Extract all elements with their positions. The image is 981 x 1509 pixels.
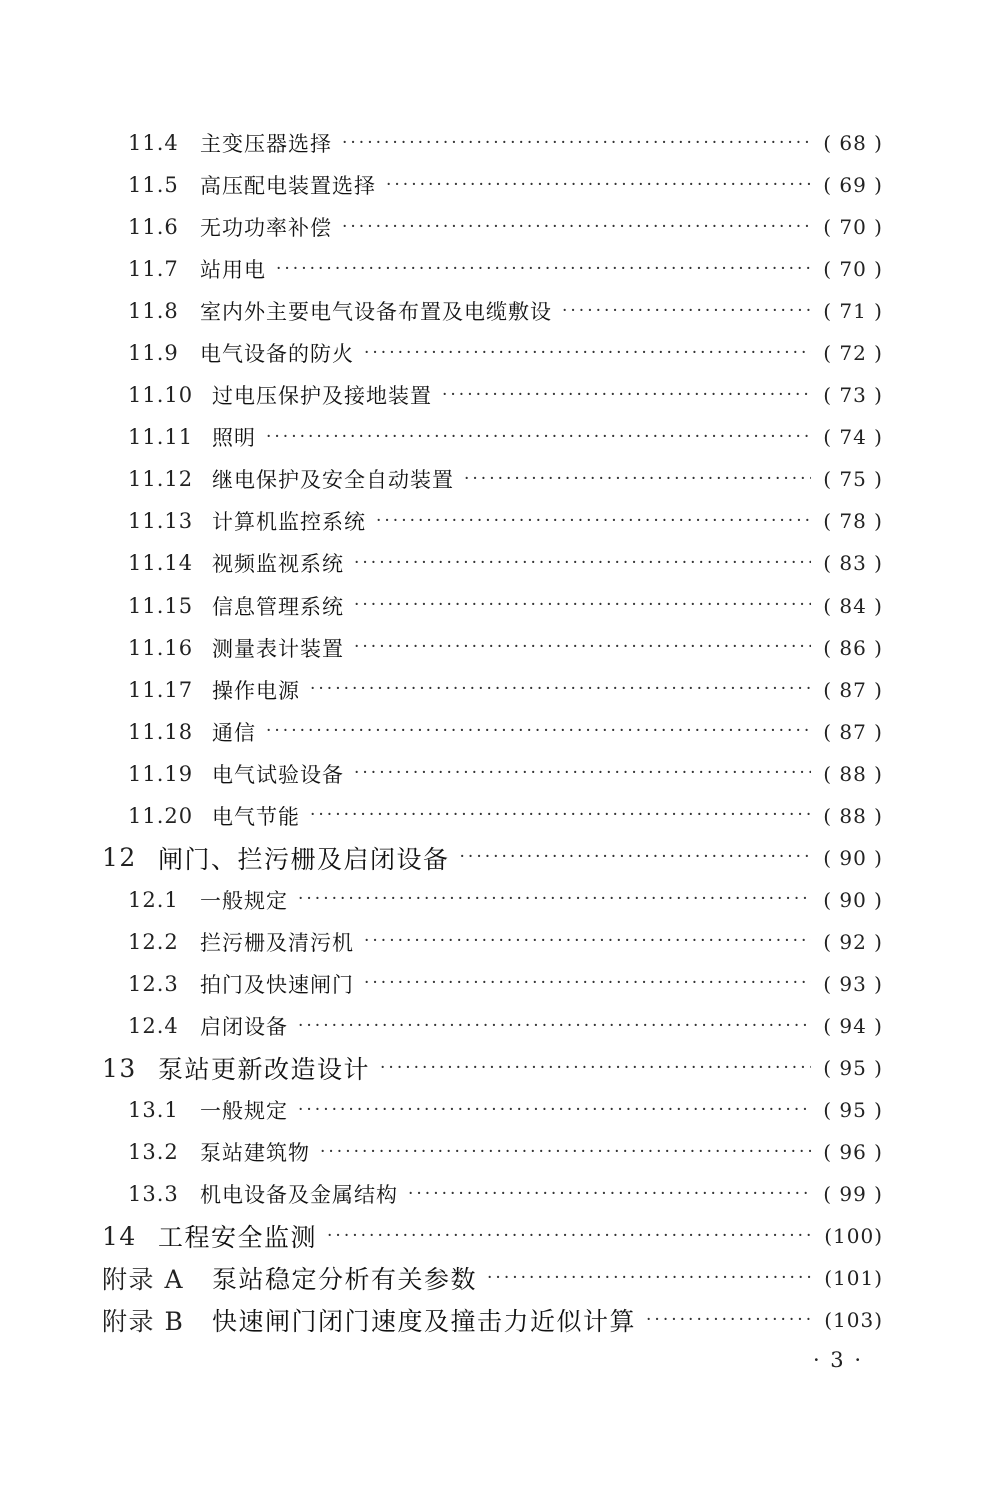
toc-entry-number: 11.11	[128, 425, 194, 450]
toc-entry-title: 站用电	[200, 258, 266, 283]
toc-entry-number: 11.19	[128, 761, 194, 786]
toc-entry[interactable]	[0, 122, 981, 164]
toc-entry-number: 13.1	[128, 1098, 179, 1123]
toc-entry[interactable]	[0, 585, 981, 627]
toc-entry-page: ( 70 )	[823, 215, 883, 240]
toc-entry-page: ( 68 )	[823, 131, 883, 156]
toc-entry-number: 11.17	[128, 677, 194, 702]
dot-leader	[354, 597, 811, 614]
toc-entry-page: ( 90 )	[823, 887, 883, 912]
toc-chapter[interactable]	[0, 1215, 981, 1257]
toc-entry-page: ( 87 )	[823, 719, 883, 744]
toc-entry-title: 室内外主要电气设备布置及电缆敷设	[200, 300, 552, 325]
toc-entry[interactable]	[0, 542, 981, 584]
toc-entry-number: 13.2	[128, 1140, 179, 1165]
toc-entry-title: 拍门及快速闸门	[200, 972, 354, 997]
toc-entry-page: ( 74 )	[823, 425, 883, 450]
toc-entry-page: (103)	[824, 1308, 883, 1333]
toc-entry-title: 启闭设备	[200, 1015, 288, 1039]
toc-chapter[interactable]	[0, 837, 981, 879]
dot-leader	[342, 135, 811, 152]
toc-entry-title: 电气节能	[212, 804, 300, 829]
dot-leader	[380, 1060, 811, 1077]
dot-leader	[298, 1102, 811, 1119]
dot-leader	[298, 1018, 811, 1035]
toc-entry[interactable]	[0, 290, 981, 332]
toc-entry-number: 12.1	[128, 887, 179, 912]
toc-entry[interactable]	[0, 921, 981, 963]
dot-leader	[364, 345, 811, 362]
table-of-contents	[0, 122, 981, 1341]
toc-entry[interactable]	[0, 963, 981, 1005]
toc-entry-number: 11.5	[128, 173, 179, 198]
dot-leader	[408, 1186, 811, 1203]
toc-entry-number: 11.7	[128, 257, 179, 282]
toc-entry-number: 12.2	[128, 929, 179, 954]
toc-entry-title: 主变压器选择	[200, 132, 332, 157]
toc-entry-number: 14	[102, 1221, 137, 1251]
toc-entry[interactable]	[0, 795, 981, 837]
dot-leader	[354, 765, 811, 782]
toc-entry-title: 信息管理系统	[212, 594, 344, 619]
toc-entry-title: 通信	[212, 720, 256, 745]
toc-appendix[interactable]	[0, 1299, 981, 1341]
toc-entry-number: 13.3	[128, 1182, 179, 1207]
dot-leader	[320, 1144, 811, 1161]
toc-entry-page: ( 88 )	[823, 803, 883, 828]
toc-entry[interactable]	[0, 248, 981, 290]
toc-entry-page: ( 84 )	[823, 593, 883, 618]
toc-entry-title: 闸门、拦污栅及启闭设备	[158, 844, 450, 874]
toc-entry-title: 操作电源	[212, 678, 300, 703]
toc-entry-page: ( 88 )	[823, 761, 883, 786]
toc-entry[interactable]	[0, 164, 981, 206]
dot-leader	[464, 471, 811, 488]
toc-entry-page: ( 92 )	[823, 929, 883, 954]
toc-entry-title: 计算机监控系统	[212, 510, 366, 535]
dot-leader	[376, 513, 811, 530]
toc-entry-number: 11.18	[128, 719, 194, 744]
toc-entry-title: 泵站稳定分析有关参数	[212, 1265, 478, 1295]
toc-entry-page: ( 70 )	[823, 257, 883, 282]
toc-entry-title: 拦污栅及清污机	[200, 930, 354, 955]
toc-entry-page: ( 90 )	[823, 845, 883, 870]
toc-entry-number: 11.13	[128, 509, 194, 534]
toc-entry-title: 过电压保护及接地装置	[212, 384, 432, 409]
dot-leader	[276, 261, 811, 278]
toc-entry-title: 继电保护及安全自动装置	[212, 468, 454, 493]
toc-entry-title: 无功功率补偿	[200, 216, 332, 241]
toc-entry-page: (101)	[824, 1266, 883, 1291]
dot-leader	[460, 849, 811, 866]
toc-entry-page: ( 87 )	[823, 677, 883, 702]
dot-leader	[646, 1312, 811, 1329]
toc-entry-title: 泵站更新改造设计	[158, 1055, 371, 1085]
toc-entry-page: (100)	[824, 1224, 883, 1249]
toc-entry[interactable]	[0, 627, 981, 669]
toc-entry-number: 12	[102, 843, 137, 873]
toc-entry-page: ( 95 )	[823, 1056, 883, 1081]
toc-entry[interactable]	[0, 1005, 981, 1047]
dot-leader	[386, 177, 811, 194]
toc-entry-page: ( 93 )	[823, 971, 883, 996]
toc-entry-title: 照明	[212, 426, 256, 451]
toc-entry[interactable]	[0, 1131, 981, 1173]
toc-entry-page: ( 69 )	[823, 173, 883, 198]
toc-entry-title: 工程安全监测	[158, 1223, 318, 1253]
toc-entry-title: 一般规定	[200, 1099, 288, 1124]
toc-entry-number: 附录 A	[102, 1265, 185, 1295]
dot-leader	[298, 891, 811, 908]
toc-entry-title: 快速闸门闭门速度及撞击力近似计算	[212, 1307, 637, 1337]
dot-leader	[562, 303, 811, 320]
toc-entry-page: ( 94 )	[823, 1014, 883, 1038]
toc-entry[interactable]	[0, 1173, 981, 1215]
toc-entry-number: 12.4	[128, 1014, 179, 1038]
toc-entry-title: 泵站建筑物	[200, 1141, 310, 1166]
dot-leader	[342, 219, 811, 236]
toc-entry[interactable]	[0, 711, 981, 753]
dot-leader	[327, 1228, 811, 1245]
toc-entry-title: 一般规定	[200, 888, 288, 913]
toc-entry-title: 测量表计装置	[212, 636, 344, 661]
toc-entry[interactable]	[0, 669, 981, 711]
toc-entry-number: 11.12	[128, 467, 194, 492]
toc-entry-page: ( 75 )	[823, 467, 883, 492]
toc-entry-page: ( 95 )	[823, 1098, 883, 1123]
toc-entry-title: 电气试验设备	[212, 762, 344, 787]
toc-entry-number: 11.16	[128, 635, 194, 660]
toc-entry-page: ( 71 )	[823, 299, 883, 324]
toc-entry[interactable]	[0, 458, 981, 500]
toc-entry[interactable]	[0, 500, 981, 542]
toc-entry[interactable]	[0, 1089, 981, 1131]
toc-entry-number: 11.4	[128, 131, 179, 156]
toc-entry[interactable]	[0, 753, 981, 795]
toc-entry-title: 视频监视系统	[212, 552, 344, 577]
toc-entry[interactable]	[0, 332, 981, 374]
toc-entry-page: ( 72 )	[823, 341, 883, 366]
dot-leader	[310, 681, 811, 698]
toc-entry[interactable]	[0, 374, 981, 416]
dot-leader	[310, 807, 811, 824]
toc-entry-number: 附录 B	[102, 1307, 185, 1337]
dot-leader	[266, 429, 811, 446]
toc-entry-number: 13	[102, 1053, 137, 1083]
toc-entry-number: 11.14	[128, 551, 194, 576]
page-number: · 3 ·	[812, 1348, 863, 1372]
toc-entry-title: 高压配电装置选择	[200, 174, 376, 199]
dot-leader	[266, 723, 811, 740]
dot-leader	[354, 639, 811, 656]
dot-leader	[354, 555, 811, 572]
toc-entry-number: 11.15	[128, 593, 194, 618]
toc-entry-page: ( 83 )	[823, 551, 883, 576]
toc-entry-number: 11.9	[128, 341, 179, 366]
toc-appendix[interactable]	[0, 1257, 981, 1299]
toc-entry-number: 11.6	[128, 215, 179, 240]
dot-leader	[364, 933, 811, 950]
dot-leader	[364, 975, 811, 992]
toc-entry-page: ( 96 )	[823, 1140, 883, 1165]
toc-entry-number: 11.10	[128, 383, 194, 408]
toc-entry[interactable]	[0, 416, 981, 458]
toc-entry-page: ( 99 )	[823, 1182, 883, 1207]
toc-entry-page: ( 86 )	[823, 635, 883, 660]
toc-entry[interactable]	[0, 879, 981, 921]
dot-leader	[487, 1270, 811, 1287]
toc-entry-title: 电气设备的防火	[200, 342, 354, 367]
toc-chapter[interactable]	[0, 1047, 981, 1089]
toc-entry[interactable]	[0, 206, 981, 248]
toc-entry-page: ( 73 )	[823, 383, 883, 408]
toc-entry-page: ( 78 )	[823, 509, 883, 534]
toc-entry-title: 机电设备及金属结构	[200, 1183, 398, 1208]
toc-entry-number: 12.3	[128, 971, 179, 996]
toc-entry-number: 11.20	[128, 803, 194, 828]
toc-entry-number: 11.8	[128, 299, 179, 324]
dot-leader	[442, 387, 811, 404]
